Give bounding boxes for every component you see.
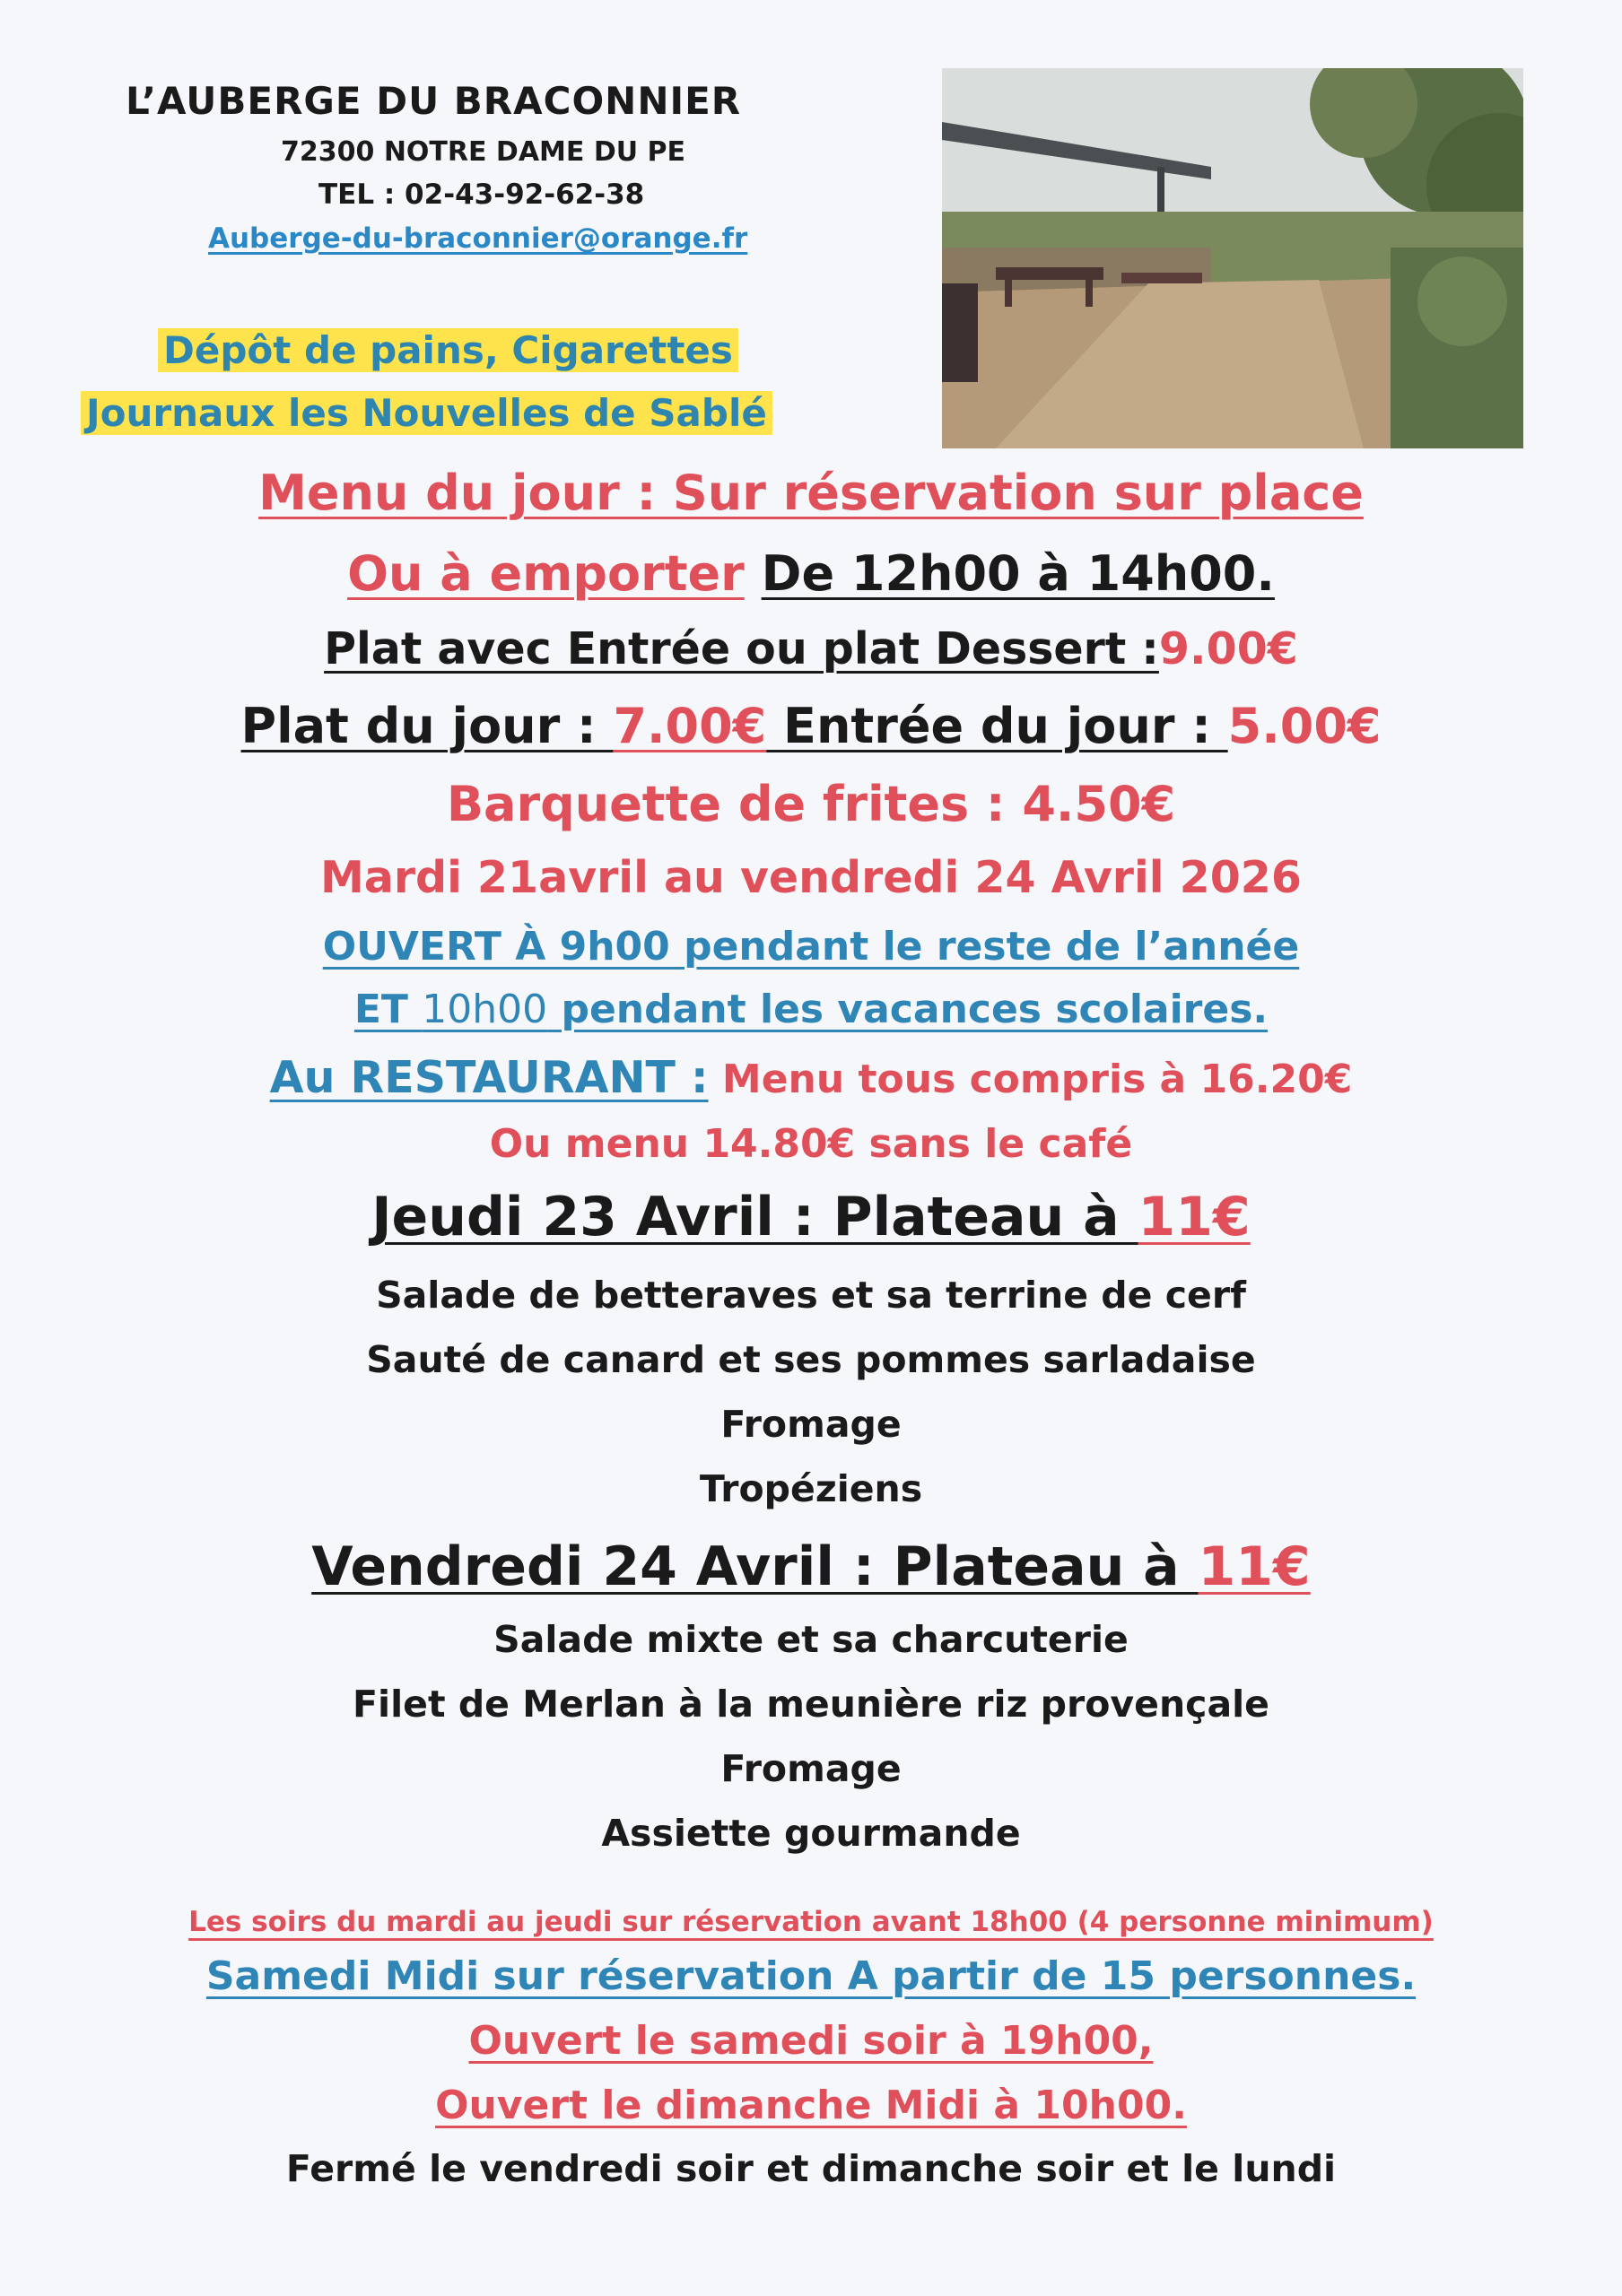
highlight-text: Dépôt de pains, Cigarettes	[158, 328, 738, 372]
formula-price: 9.00€	[1158, 623, 1298, 674]
sunday-noon-line	[0, 2083, 1622, 2128]
holiday-time: 10h00	[422, 987, 548, 1032]
thursday-item: Salade de betteraves et sa terrine de cerf	[376, 1274, 1246, 1317]
restaurant-label: Au RESTAURANT :	[269, 1052, 709, 1103]
formula-line	[0, 623, 1622, 674]
menu-title: Menu du jour : Sur réservation sur place	[258, 465, 1364, 521]
saturday-noon-line	[0, 1953, 1622, 1999]
opening-line	[0, 924, 1622, 970]
holiday-text: pendant les vacances scolaires.	[547, 987, 1269, 1032]
friday-item: Assiette gourmande	[601, 1812, 1021, 1855]
friday-item: Salade mixte et sa charcuterie	[493, 1618, 1129, 1661]
terrace-photo	[942, 68, 1523, 448]
friday-item: Fromage	[720, 1747, 902, 1790]
restaurant-menu: Menu tous compris à 16.20€	[708, 1057, 1353, 1102]
friday-price: 11€	[1198, 1535, 1311, 1598]
friday-title-line	[0, 1535, 1622, 1598]
saturday-noon-info: Samedi Midi sur réservation A partir de 15 personnes.	[205, 1953, 1417, 1999]
closed-info: Fermé le vendredi soir et dimanche soir et le lundi	[285, 2147, 1337, 2190]
holiday-opening-line	[0, 987, 1622, 1032]
header-title: L’AUBERGE DU BRACONNIER	[126, 79, 742, 123]
restaurant-line	[0, 1052, 1622, 1103]
saturday-evening-line	[0, 2018, 1622, 2064]
friday-title: Vendredi 24 Avril : Plateau à	[311, 1535, 1199, 1598]
fries-line	[0, 776, 1622, 832]
opening-hours: OUVERT À 9h00 pendant le reste de l’année	[322, 924, 1300, 970]
thursday-item: Tropéziens	[699, 1467, 923, 1510]
takeaway-hours: De 12h00 à 14h00.	[761, 545, 1275, 602]
highlight-line	[158, 323, 738, 378]
starter-price: 5.00€	[1227, 698, 1382, 754]
menu-title-line	[0, 465, 1622, 521]
dates-line	[0, 852, 1622, 903]
takeaway-line	[0, 545, 1622, 602]
saturday-evening-info: Ouvert le samedi soir à 19h00,	[468, 2018, 1154, 2064]
thursday-item: Fromage	[720, 1403, 902, 1446]
dish-label: Plat du jour :	[240, 698, 614, 754]
restaurant-alt-line	[0, 1121, 1622, 1167]
evenings-info: Les soirs du mardi au jeudi sur réservation avant 18h00 (4 personne minimum)	[188, 1906, 1434, 1938]
starter-label: Entrée du jour :	[766, 698, 1228, 754]
week-dates: Mardi 21avril au vendredi 24 Avril 2026	[320, 852, 1302, 903]
sunday-noon-info: Ouvert le dimanche Midi à 10h00.	[435, 2083, 1187, 2128]
holiday-et: ET	[353, 987, 423, 1032]
takeaway-label: Ou à emporter	[347, 545, 745, 602]
formula-label: Plat avec Entrée ou plat Dessert :	[324, 623, 1159, 674]
thursday-title: Jeudi 23 Avril : Plateau à	[371, 1186, 1138, 1248]
dish-prices-line	[0, 698, 1622, 754]
dish-price: 7.00€	[613, 698, 767, 754]
thursday-price: 11€	[1138, 1186, 1251, 1248]
header-email-link[interactable]: Auberge-du-braconnier@orange.fr	[208, 222, 748, 255]
evenings-line	[0, 1906, 1622, 1938]
fries-price: Barquette de frites : 4.50€	[446, 776, 1176, 832]
header-address: 72300 NOTRE DAME DU PE	[281, 136, 686, 168]
friday-item: Filet de Merlan à la meunière riz provençale	[353, 1683, 1269, 1726]
restaurant-alt: Ou menu 14.80€ sans le café	[489, 1121, 1133, 1167]
highlight-text: Journaux les Nouvelles de Sablé	[81, 391, 772, 435]
highlight-line	[81, 386, 772, 441]
thursday-title-line	[0, 1186, 1622, 1248]
header-phone: TEL : 02-43-92-62-38	[318, 178, 645, 211]
thursday-item: Sauté de canard et ses pommes sarladaise	[366, 1338, 1256, 1381]
closed-line	[0, 2147, 1622, 2190]
